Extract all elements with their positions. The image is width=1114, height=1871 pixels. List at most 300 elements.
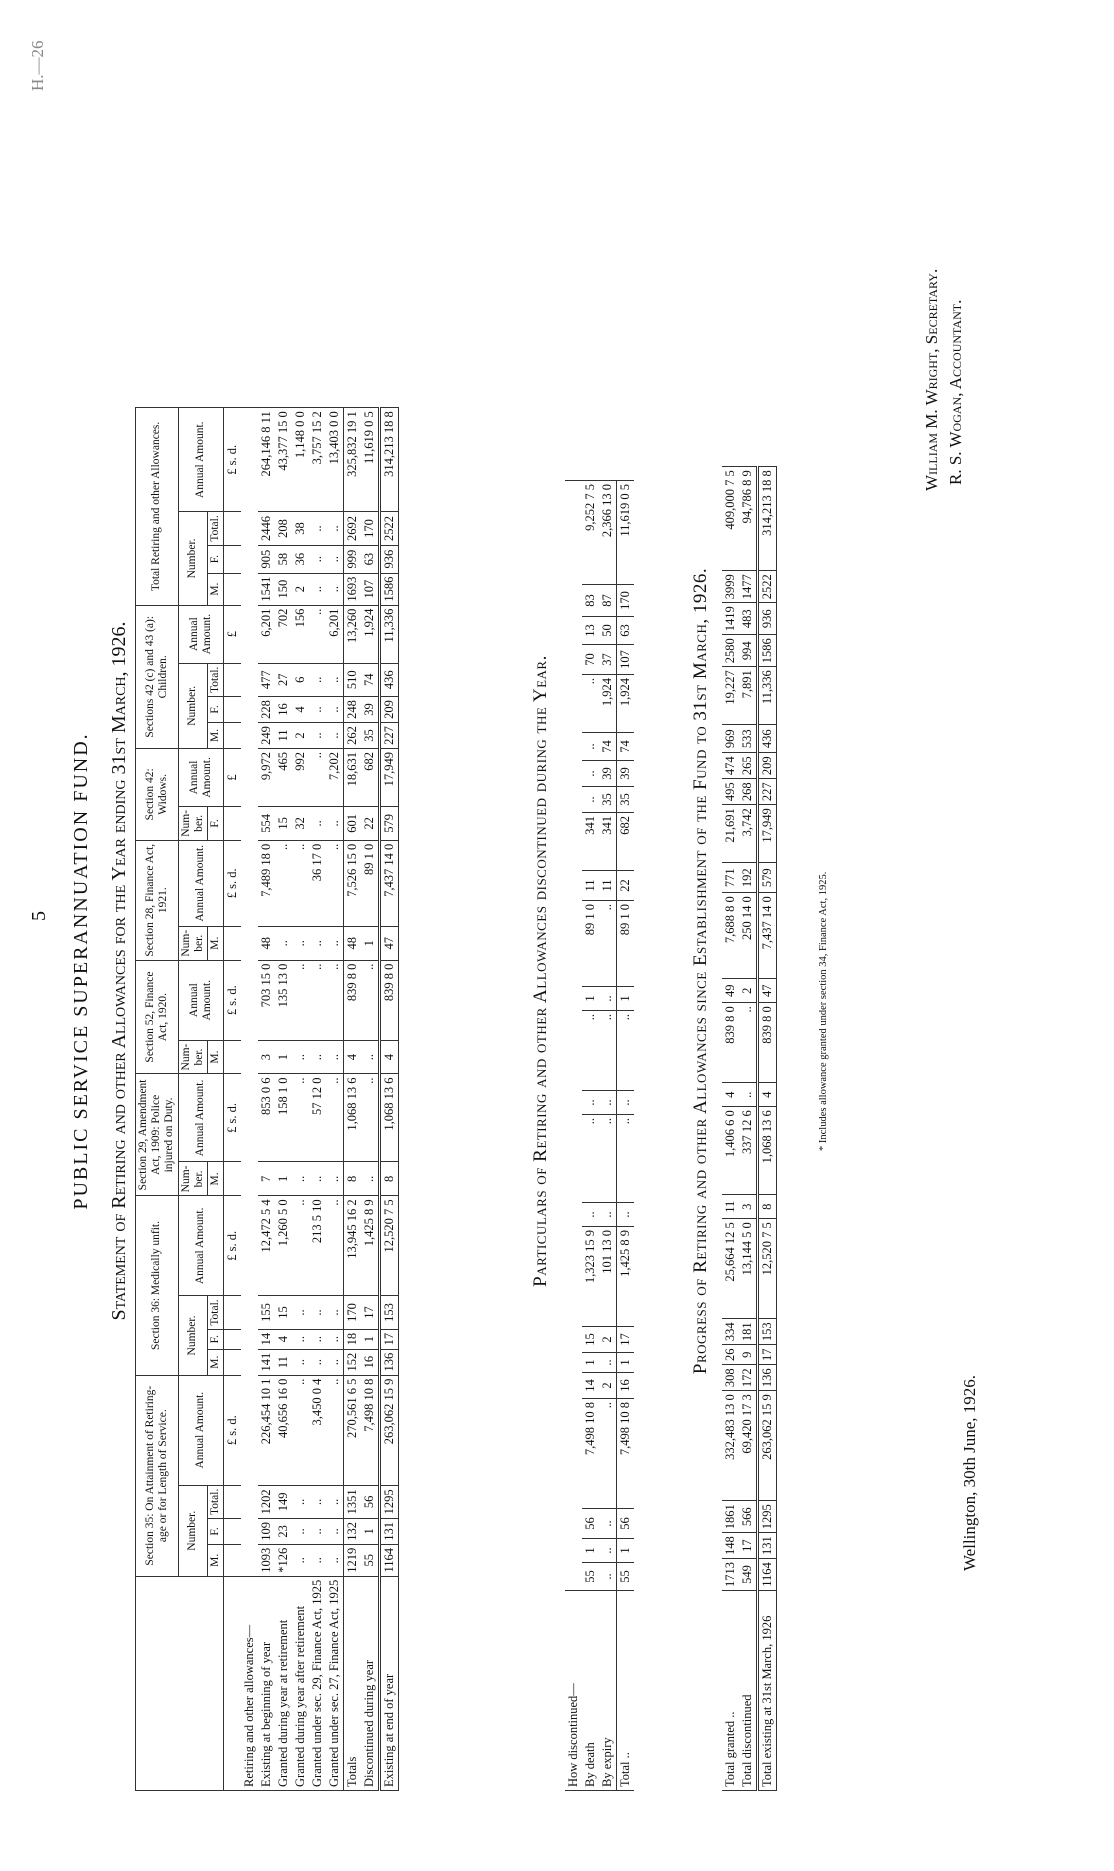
table-cell: 89 1 0	[361, 840, 380, 926]
number-head: Number.	[178, 1296, 207, 1375]
table-cell: 13,144 5 0	[739, 1219, 758, 1319]
table-cell: 7,688 8 0	[722, 893, 739, 979]
table-cell: 9,252 7 5	[582, 481, 599, 585]
table-cell: 48	[258, 926, 275, 960]
table-cell: 7,498 10 8	[582, 1399, 599, 1509]
table-cell: ..	[599, 1115, 617, 1203]
group-label: Retiring and other allowances—	[241, 1576, 258, 1790]
table-cell: ..	[326, 1196, 344, 1296]
table-cell: 1	[617, 1539, 635, 1563]
table-cell: 32	[292, 806, 309, 840]
m-head: M.	[208, 1162, 224, 1196]
table-cell: 47	[380, 926, 399, 960]
table-cell: 132	[344, 1519, 362, 1545]
numer-head: Num-ber.	[178, 1040, 207, 1074]
signature-block	[920, 269, 968, 491]
table-row	[326, 408, 344, 1791]
table-cell: 308	[722, 1365, 739, 1391]
table-cell: 6	[292, 663, 309, 696]
table-cell: ..	[326, 1375, 344, 1485]
table-cell: 2	[599, 1327, 617, 1353]
table-cell: 14	[258, 1329, 275, 1349]
progress-table-wrap	[722, 466, 777, 1791]
table-cell: 325,832 19 1	[344, 408, 362, 512]
table-cell: ..	[599, 1399, 617, 1509]
number-head: Number.	[178, 1485, 207, 1576]
table-cell: ..	[309, 1162, 326, 1196]
table-cell: 334	[722, 1319, 739, 1345]
table-cell: 2	[292, 722, 309, 748]
table-cell: ..	[292, 1074, 309, 1162]
table-cell: 22	[361, 806, 380, 840]
table-cell: 63	[617, 617, 635, 645]
table-cell: ..	[582, 1011, 599, 1091]
table-cell: 149	[275, 1485, 292, 1518]
table-cell: ..	[292, 840, 309, 926]
table-cell: 936	[380, 545, 399, 573]
table-cell: 58	[275, 545, 292, 573]
table-cell: 703 15 0	[258, 960, 275, 1040]
table-cell: 1	[582, 987, 599, 1011]
s28-head: Section 28, Finance Act, 1921.	[136, 840, 179, 960]
table-cell: 1	[617, 987, 635, 1011]
table-cell: 15	[275, 1296, 292, 1329]
total-count-head: Total.	[208, 1485, 224, 1518]
row-label: Total existing at 31st March, 1926	[758, 1591, 777, 1791]
table-cell: ..	[292, 1349, 309, 1375]
table-cell: 14	[582, 1373, 599, 1399]
table-cell: 227	[758, 779, 777, 805]
table-cell: 152	[344, 1349, 362, 1375]
table-cell: 11	[275, 1349, 292, 1375]
table-cell: 13,945 16 2	[344, 1196, 362, 1296]
table-cell: ..	[361, 960, 380, 1040]
table-cell: 1,323 15 9	[582, 1227, 599, 1327]
table-cell: ..	[309, 806, 326, 840]
table-cell: 992	[292, 748, 309, 806]
page-title: PUBLIC SERVICE SUPERANNUATION FUND.	[70, 732, 92, 1210]
table-cell: 1,425 8 9	[617, 1227, 635, 1327]
table-cell: 3,757 15 2	[309, 408, 326, 512]
table-cell: 172	[739, 1365, 758, 1391]
main-table-wrap	[135, 407, 399, 1791]
table-cell: 7,498 10 8	[617, 1399, 635, 1509]
table-cell: 150	[275, 573, 292, 605]
table-cell: ..	[599, 1091, 617, 1115]
table-cell: 839 8 0	[380, 960, 399, 1040]
table-cell: 107	[617, 645, 635, 675]
table-cell: 3	[739, 1195, 758, 1219]
row-label: Existing at end of year	[380, 1576, 399, 1790]
m-head: M.	[208, 1040, 224, 1074]
row-label: Existing at beginning of year	[258, 1576, 275, 1790]
table-cell: ..	[599, 1353, 617, 1373]
table-cell: ..	[599, 1563, 617, 1591]
table-cell: 7,891	[739, 667, 758, 725]
table-cell: 11,619 0 5	[617, 481, 635, 585]
table-cell: 465	[275, 748, 292, 806]
table-cell: 13,260	[344, 605, 362, 663]
table-cell: ..	[309, 663, 326, 696]
table-cell: 8	[344, 1162, 362, 1196]
table-cell: 314,213 18 8	[380, 408, 399, 512]
table-cell: 314,213 18 8	[758, 467, 777, 571]
annual-head: Annual Amount.	[178, 605, 224, 663]
table-cell: 170	[361, 512, 380, 545]
table-cell: 6,201	[326, 605, 344, 663]
table-cell: 1295	[758, 1501, 777, 1533]
table-cell: 17	[617, 1327, 635, 1353]
table-cell: 1	[361, 1519, 380, 1545]
table-cell: 7,526 15 0	[344, 840, 362, 926]
table-cell: 1419	[722, 603, 739, 635]
table-cell: 158 1 0	[275, 1074, 292, 1162]
table-cell: ..	[739, 1083, 758, 1107]
table-row	[344, 408, 362, 1791]
table-cell: 170	[617, 585, 635, 617]
table-cell: 1,924	[361, 605, 380, 663]
table-cell: ..	[309, 926, 326, 960]
table-cell: 549	[739, 1559, 758, 1591]
table-cell: 6,201	[258, 605, 275, 663]
table-cell: ..	[582, 761, 599, 787]
table-cell: 209	[758, 753, 777, 779]
table-cell: 1	[361, 926, 380, 960]
page-subtitle: Statement of Retiring and other Allowances for the Year ending 31st March, 1926.	[108, 621, 130, 1321]
page-number: 5	[28, 911, 50, 921]
table-cell: 2	[599, 1373, 617, 1399]
table-row	[722, 467, 739, 1791]
table-cell: ..	[326, 1519, 344, 1545]
table-cell: 13	[582, 617, 599, 645]
table-cell: 49	[722, 979, 739, 1003]
table-cell: 250 14 0	[739, 893, 758, 979]
table-cell: 1541	[258, 573, 275, 605]
table-cell: 341	[582, 813, 599, 871]
table-cell: ..	[582, 1115, 599, 1203]
f-head: F.	[208, 696, 224, 722]
table-cell: 1,068 13 6	[344, 1074, 362, 1162]
table-cell: 69,420 17 3	[739, 1391, 758, 1501]
table-cell: 566	[739, 1501, 758, 1533]
row-label: Discontinued during year	[361, 1576, 380, 1790]
table-cell: 495	[722, 779, 739, 805]
table-cell: ..	[599, 1539, 617, 1563]
numer-head: Num-ber.	[178, 806, 207, 840]
table-cell: 1,924	[617, 675, 635, 733]
table-cell: 101 13 0	[599, 1227, 617, 1327]
page-reference: H.—26	[28, 40, 47, 91]
table-cell: 4	[758, 1083, 777, 1107]
table-cell: ..	[309, 1349, 326, 1375]
table-cell: ..	[326, 545, 344, 573]
s42w-head: Section 42: Widows.	[136, 748, 179, 840]
table-cell: ..	[292, 960, 309, 1040]
table-cell: 7,437 14 0	[758, 893, 777, 979]
table-cell: ..	[292, 1196, 309, 1296]
table-cell: ..	[326, 926, 344, 960]
table-cell: 7,498 10 8	[361, 1375, 380, 1485]
table-cell: ..	[361, 1162, 380, 1196]
table-cell: 682	[361, 748, 380, 806]
table-cell: ..	[739, 1003, 758, 1083]
table-cell: ..	[582, 787, 599, 813]
table-cell: 21,691	[722, 805, 739, 863]
numer-head: Num-ber.	[178, 926, 207, 960]
m-head: M.	[208, 722, 224, 748]
table-cell: 1,924	[599, 675, 617, 733]
table-cell: 17	[739, 1533, 758, 1559]
table-cell: ..	[361, 1074, 380, 1162]
table-cell: 1202	[258, 1485, 275, 1518]
table-row	[275, 408, 292, 1791]
table-cell: 12,520 7 5	[758, 1219, 777, 1319]
table-cell: ..	[361, 1040, 380, 1074]
table-cell: 89 1 0	[617, 901, 635, 987]
table-cell: 55	[582, 1563, 599, 1591]
table-cell: 268	[739, 779, 758, 805]
table-cell: 57 12 0	[309, 1074, 326, 1162]
table-cell: 7,437 14 0	[380, 840, 399, 926]
table-cell: 109	[258, 1519, 275, 1545]
table-cell: 17	[361, 1296, 380, 1329]
discontinued-table-wrap	[565, 480, 634, 1791]
table-row	[292, 408, 309, 1791]
table-cell: 1295	[380, 1485, 399, 1518]
table-cell: 209	[380, 696, 399, 722]
table-cell: 148	[722, 1533, 739, 1559]
m-head: M.	[208, 573, 224, 605]
table-cell: 1	[275, 1040, 292, 1074]
table-cell: 9	[739, 1345, 758, 1365]
table-cell: 7	[258, 1162, 275, 1196]
annual-head: Annual Amount.	[178, 408, 224, 512]
table-cell: 1713	[722, 1559, 739, 1591]
table-cell: 131	[380, 1519, 399, 1545]
table-row	[758, 467, 777, 1791]
table-cell: 3,450 0 4	[309, 1375, 326, 1485]
row-label-header	[136, 1576, 224, 1790]
total-count-head: Total.	[208, 663, 224, 696]
table-cell: 22	[617, 871, 635, 901]
table-cell: ..	[292, 1329, 309, 1349]
table-row	[380, 408, 399, 1791]
numer-head: Num-ber.	[178, 1162, 207, 1196]
table-cell: 11	[722, 1195, 739, 1219]
table-cell: 905	[258, 545, 275, 573]
total-count-head: Total.	[208, 512, 224, 545]
table-cell: 48	[344, 926, 362, 960]
table-cell: 4	[275, 1329, 292, 1349]
table-cell: 994	[739, 635, 758, 667]
table-cell: 18	[344, 1329, 362, 1349]
table-cell: 56	[582, 1509, 599, 1539]
table-cell: ..	[582, 733, 599, 761]
table-cell: 264,146 8 11	[258, 408, 275, 512]
table-row	[309, 408, 326, 1791]
table-cell: 533	[739, 725, 758, 753]
table-cell: ..	[326, 1040, 344, 1074]
s35-head: Section 35: On Attainment of Retiring-age or for Length of Service.	[136, 1375, 179, 1576]
row-label: Granted during year at retirement	[275, 1576, 292, 1790]
table1-body	[241, 408, 399, 1791]
table-cell: 263,062 15 9	[380, 1375, 399, 1485]
f-head: F.	[208, 1519, 224, 1545]
total-count-head: Total.	[208, 1296, 224, 1329]
signature-accountant: R. S. Wogan, Accountant.	[945, 299, 965, 485]
unit-pound: £	[224, 605, 242, 663]
table-cell: 213 5 10	[309, 1196, 326, 1296]
table-cell: 1477	[739, 571, 758, 603]
table-cell: 1093	[258, 1544, 275, 1576]
table-cell: ..	[582, 675, 599, 733]
table-cell: 9,972	[258, 748, 275, 806]
table-cell: 11	[275, 722, 292, 748]
table2-body	[565, 481, 634, 1791]
table-cell: 107	[361, 573, 380, 605]
table-cell: 249	[258, 722, 275, 748]
table-cell: 839 8 0	[722, 1003, 739, 1083]
row-label: Granted during year after retirement	[292, 1576, 309, 1790]
table-cell: ..	[617, 1203, 635, 1227]
table-cell: 262	[344, 722, 362, 748]
table-cell: 12,472 5 4	[258, 1196, 275, 1296]
table-cell: 1,425 8 9	[361, 1196, 380, 1296]
table-cell: ..	[326, 1349, 344, 1375]
annual-head: Annual Amount.	[178, 1196, 224, 1296]
table-cell: 999	[344, 545, 362, 573]
table-cell: 2522	[380, 512, 399, 545]
table-cell: 1586	[380, 573, 399, 605]
table-cell: 7,202	[326, 748, 344, 806]
table-cell: ..	[309, 512, 326, 545]
table-cell: 18,631	[344, 748, 362, 806]
table-cell: 1164	[758, 1559, 777, 1591]
table-cell: 969	[722, 725, 739, 753]
table-cell: 8	[380, 1162, 399, 1196]
table-cell: ..	[275, 926, 292, 960]
table-cell: 510	[344, 663, 362, 696]
table-cell: ..	[326, 1296, 344, 1329]
table-cell: ..	[292, 1544, 309, 1576]
table-row	[739, 467, 758, 1791]
table-cell: 74	[617, 733, 635, 761]
table-cell: ..	[326, 806, 344, 840]
discontinued-heading: Particulars of Retiring and other Allowances discontinued during the Year.	[530, 655, 551, 1287]
table-cell: 2692	[344, 512, 362, 545]
table-cell: 36 17 0	[309, 840, 326, 926]
table-row	[599, 481, 617, 1791]
table-cell: 228	[258, 696, 275, 722]
table-cell: 702	[275, 605, 292, 663]
row-label: Total discontinued	[739, 1591, 758, 1791]
table-cell: 40,656 16 0	[275, 1375, 292, 1485]
unit-lsd: £ s. d.	[224, 960, 242, 1040]
table-cell: 17	[758, 1345, 777, 1365]
table-cell: ..	[326, 722, 344, 748]
progress-table	[722, 466, 777, 1791]
table-cell: 2,366 13 0	[599, 481, 617, 585]
table-cell: ..	[326, 1074, 344, 1162]
table-cell: 56	[361, 1485, 380, 1518]
table-cell: 39	[617, 761, 635, 787]
table-cell: 11	[582, 871, 599, 901]
table-cell: 839 8 0	[344, 960, 362, 1040]
table-cell: ..	[326, 512, 344, 545]
table-cell: 853 0 6	[258, 1074, 275, 1162]
table-cell: 13,403 0 0	[326, 408, 344, 512]
table-cell: 2	[292, 573, 309, 605]
table-cell: 1	[275, 1162, 292, 1196]
table-cell: ..	[309, 960, 326, 1040]
f-head: F.	[208, 806, 224, 840]
annual-head: Annual Amount.	[178, 1375, 224, 1485]
table-cell: ..	[292, 1519, 309, 1545]
table-cell: 8	[758, 1195, 777, 1219]
row-label: By expiry	[599, 1591, 617, 1791]
table-cell: ..	[292, 1040, 309, 1074]
table-cell: 1693	[344, 573, 362, 605]
table-cell: 337 12 6	[739, 1107, 758, 1195]
table-cell: 17	[380, 1329, 399, 1349]
table-cell: 153	[380, 1296, 399, 1329]
table-row	[361, 408, 380, 1791]
row-label: By death	[582, 1591, 599, 1791]
table-cell: 579	[758, 863, 777, 893]
table-cell: 1586	[758, 635, 777, 667]
discontinued-table	[565, 480, 634, 1791]
table-cell: 1,406 6 0	[722, 1107, 739, 1195]
table-cell: 332,483 13 0	[722, 1391, 739, 1501]
table-cell: ..	[309, 605, 326, 663]
table-cell: 170	[344, 1296, 362, 1329]
table-cell: 12,520 7 5	[380, 1196, 399, 1296]
table-cell: 227	[380, 722, 399, 748]
unit-lsd: £ s. d.	[224, 840, 242, 926]
table-cell: ..	[582, 1203, 599, 1227]
table-cell: ..	[309, 1296, 326, 1329]
table-cell: ..	[292, 1296, 309, 1329]
unit-lsd: £ s. d.	[224, 1074, 242, 1162]
table-cell: 153	[758, 1319, 777, 1345]
table-cell: 270,561 6 5	[344, 1375, 362, 1485]
table-cell: ..	[309, 1485, 326, 1518]
table-cell: 3,742	[739, 805, 758, 863]
table-cell: ..	[309, 545, 326, 573]
allowances-table	[135, 407, 399, 1791]
row-label: Total ..	[617, 1591, 635, 1791]
table-cell: ..	[617, 1011, 635, 1091]
footnote: * Includes allowance granted under section 34, Finance Act, 1925.	[818, 871, 829, 1151]
s36-head: Section 36: Medically unfit.	[136, 1196, 179, 1375]
table-cell: 11,336	[758, 667, 777, 725]
table-cell: 35	[617, 787, 635, 813]
table-cell: 50	[599, 617, 617, 645]
table-cell: ..	[292, 1485, 309, 1518]
annual-head: Annual Amount.	[178, 748, 224, 806]
table-cell: ..	[599, 1203, 617, 1227]
table-cell: 1,068 13 6	[380, 1074, 399, 1162]
table-cell: 192	[739, 863, 758, 893]
table-cell: ..	[599, 1011, 617, 1091]
m-head: M.	[208, 1544, 224, 1576]
table-cell: 579	[380, 806, 399, 840]
table-cell: ..	[326, 840, 344, 926]
table-cell: ..	[326, 663, 344, 696]
table-cell: 155	[258, 1296, 275, 1329]
f-head: F.	[208, 1329, 224, 1349]
s42c-head: Sections 42 (c) and 43 (a): Children.	[136, 605, 179, 748]
